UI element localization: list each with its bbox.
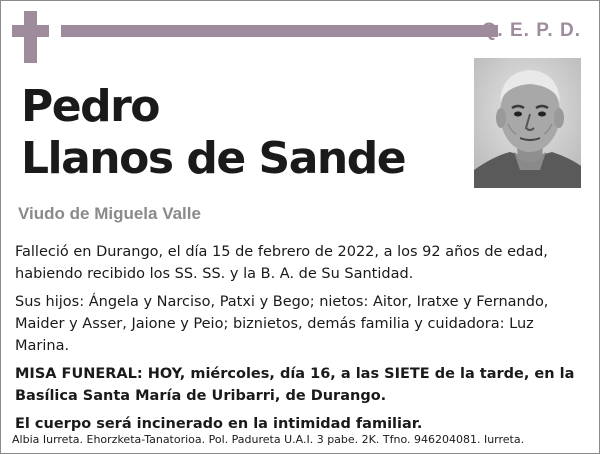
- death-notice: Falleció en Durango, el día 15 de febrero de 2022, a los 92 años de edad, habiendo recibido los SS. SS. y la B. A. de Su Santidad.: [15, 244, 548, 282]
- obituary-body: [15, 241, 590, 441]
- qepd-label: Q. E. P. D.: [481, 20, 581, 41]
- portrait-photo: [474, 58, 581, 188]
- funeral-mass: MISA FUNERAL: HOY, miércoles, día 16, a las SIETE de la tarde, en la Basílica Santa María de Uribarri, de Durango.: [15, 366, 575, 404]
- header-rule: [61, 25, 498, 37]
- cremation-note: El cuerpo será incinerado en la intimidad familiar.: [15, 416, 423, 432]
- surname: Llanos de Sande: [21, 133, 406, 184]
- widow-of: Viudo de Miguela Valle: [18, 204, 201, 223]
- first-name: Pedro: [21, 81, 160, 132]
- cross-icon-bar: [12, 25, 49, 37]
- cross-icon: [24, 11, 37, 63]
- portrait-illustration: [474, 58, 581, 188]
- deceased-name: [21, 81, 405, 185]
- funeral-home-footer: Albia Iurreta. Ehorzketa-Tanatorioa. Pol. Padureta U.A.I. 3 pabe. 2K. Tfno. 946204081. Iurreta.: [12, 433, 525, 446]
- family-list: Sus hijos: Ángela y Narciso, Patxi y Bego; nietos: Aitor, Iratxe y Fernando, Maider y Asser, Jaione y Peio; biznietos, demás familia y cuidadora: Luz Marina.: [15, 294, 549, 354]
